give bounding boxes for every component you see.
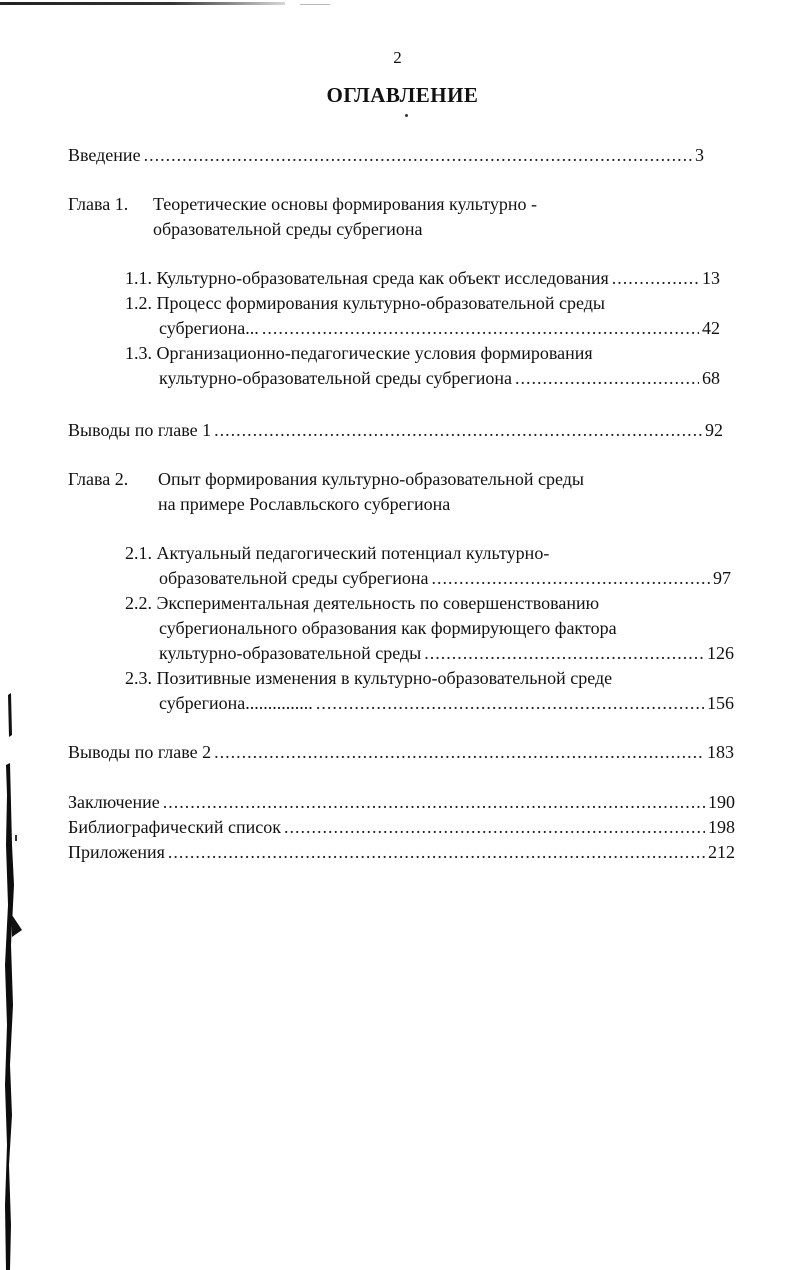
toc-entry-label: Выводы по главе 1 [68,420,212,440]
toc-entry-label: культурно-образовательной среды субрегиона [159,368,513,388]
toc-entry-page: 13 [702,268,720,288]
toc-entry-2-2[interactable]: 2.2. Экспериментальная деятельность по совершенствованию [125,593,600,613]
toc-entry-bibliography[interactable] [68,815,735,840]
toc-entry-1-2[interactable]: 1.2. Процесс формирования культурно-образовательной среды [125,293,605,313]
chapter-prefix: Глава 1. [68,194,129,214]
dot-leader [168,840,705,865]
toc-entry-page: 126 [707,643,734,663]
chapter-title-line: образовательной среды субрегиона [153,219,423,239]
dot-leader [214,740,704,765]
page-title: ОГЛАВЛЕНИЕ [326,83,479,107]
toc-entry-conclusions-1[interactable] [68,418,723,443]
toc-entry-label: Заключение [68,792,160,812]
toc-entry-2-3[interactable]: 2.3. Позитивные изменения в культурно-образовательной среде [125,668,613,688]
dot-leader [284,815,705,840]
toc-entry-page: 3 [695,145,704,165]
toc-entry-page: 190 [708,792,735,812]
toc-entry-page: 198 [708,817,735,837]
toc-entry-1-3[interactable]: 1.3. Организационно-педагогические условия формирования [125,343,593,363]
dot-leader [316,691,704,716]
chapter-2-heading[interactable] [68,467,584,492]
toc-entry-page: 212 [708,842,735,862]
chapter-prefix: Глава 2. [68,469,129,489]
toc-entry-2-2-cont2[interactable] [159,641,734,666]
toc-entry-intro[interactable] [68,143,704,168]
chapter-1-heading-cont [153,217,423,242]
dot-leader [432,566,710,591]
chapter-2-heading-cont [158,492,450,517]
toc-entry-page: 156 [707,693,734,713]
toc-entry-1-2-cont[interactable] [159,316,720,341]
toc-entry-label: Приложения [68,842,165,862]
toc-entry-label: Выводы по главе 2 [68,742,212,762]
chapter-title-line: на примере Рославльского субрегиона [158,494,451,514]
toc-entry-conclusions-2[interactable] [68,740,734,765]
page-number: 2 [393,48,402,67]
toc-entry-2-2-cont: субрегионального образования как формирующего фактора [159,618,617,638]
toc-entry-conclusion[interactable] [68,790,735,815]
toc-entry-page: 97 [713,568,731,588]
toc-entry-appendices[interactable] [68,840,735,865]
toc-entry-label: Библиографический список [68,817,281,837]
dot-leader [214,418,702,443]
toc-entry-page: 92 [705,420,723,440]
chapter-1-heading[interactable] [68,192,537,217]
toc-entry-1-1[interactable] [125,266,720,291]
toc-entry-label: Введение [68,145,141,165]
dot-leader [144,143,692,168]
dot-leader [515,366,699,391]
toc-entry-label: культурно-образовательной среды [159,643,422,663]
toc-entry-page: 42 [702,318,720,338]
dot-leader [262,316,699,341]
toc-entry-1-3-cont[interactable] [159,366,720,391]
toc-entry-page: 183 [707,742,734,762]
dot-leader [424,641,704,666]
toc-entry-page: 68 [702,368,720,388]
dot-leader [612,266,699,291]
toc-entry-label: субрегиона............... [159,693,313,713]
chapter-title-line: Теоретические основы формирования культурно - [153,194,537,214]
toc-entry-2-1-cont[interactable] [159,566,731,591]
toc-entry-label: образовательной среды субрегиона [159,568,429,588]
dot-leader [163,790,705,815]
toc-entry-2-3-cont[interactable] [159,691,734,716]
toc-entry-2-1[interactable]: 2.1. Актуальный педагогический потенциал культурно- [125,543,550,563]
toc-entry-label: субрегиона... [159,318,259,338]
chapter-title-line: Опыт формирования культурно-образовательной среды [158,469,585,489]
toc-entry-label: 1.1. Культурно-образовательная среда как объект исследования [125,268,609,288]
